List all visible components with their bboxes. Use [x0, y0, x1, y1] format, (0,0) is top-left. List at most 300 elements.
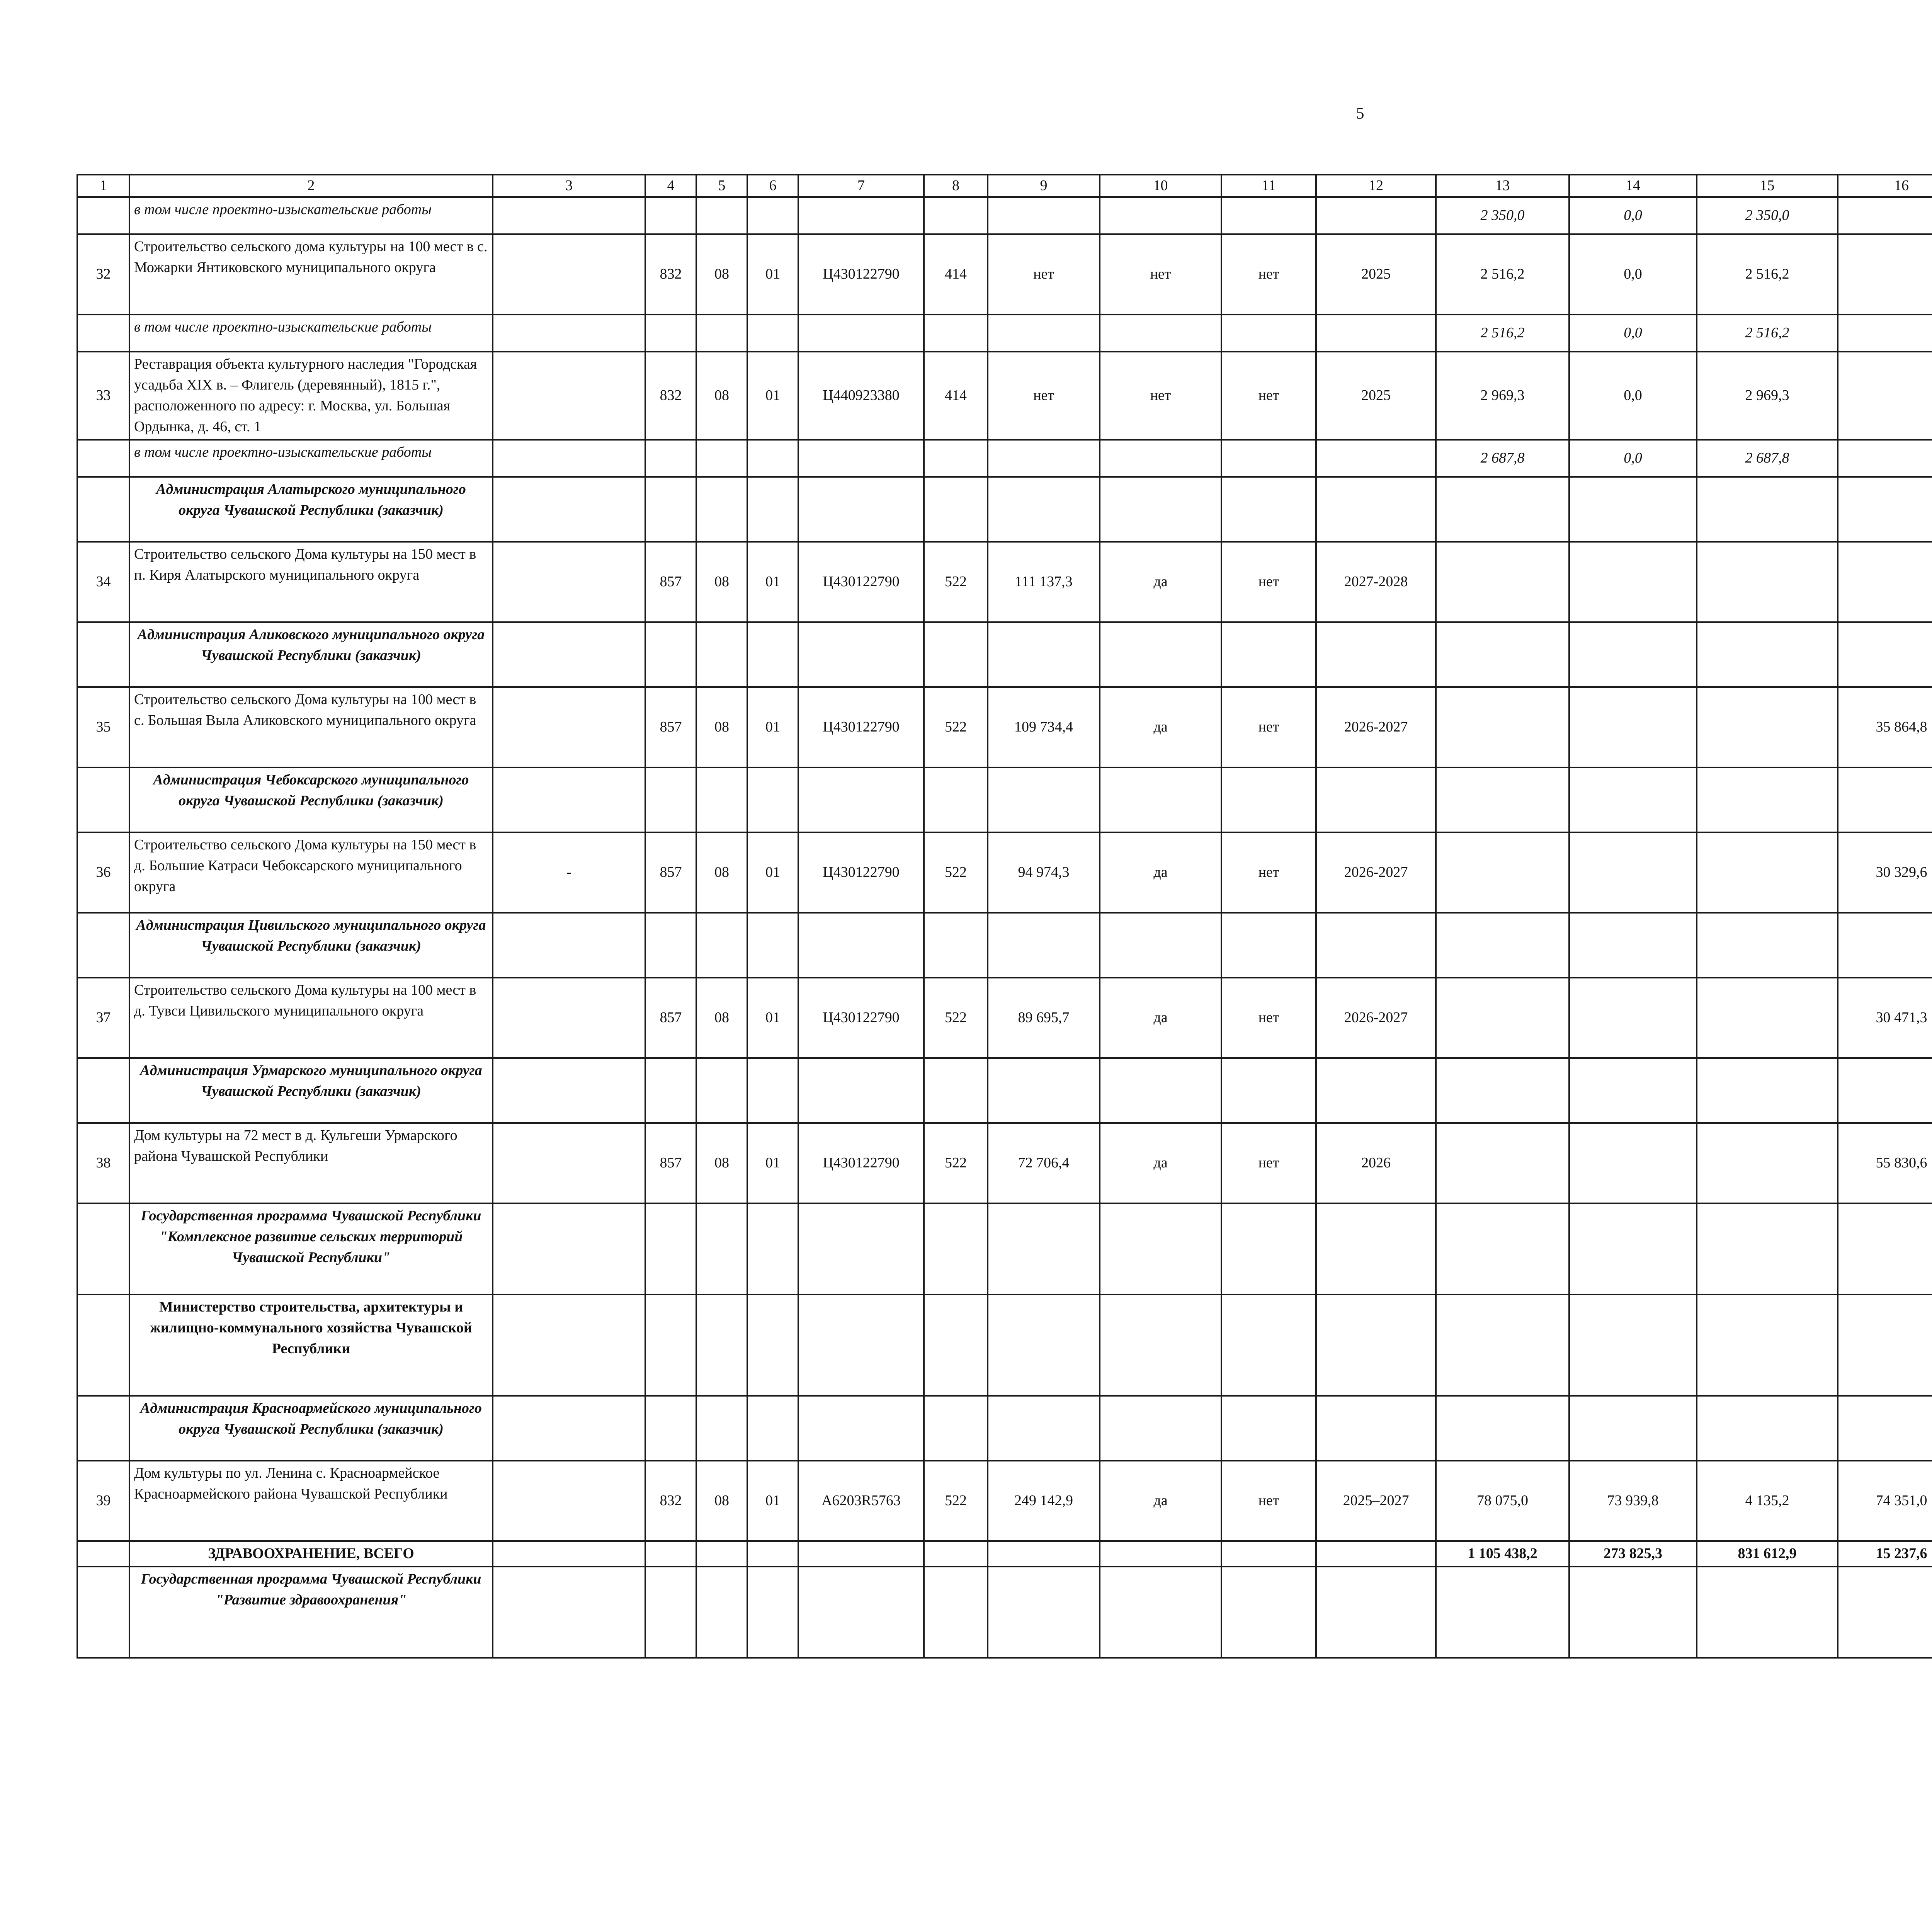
value-cell	[798, 1541, 924, 1567]
value-cell	[924, 477, 988, 542]
value-cell	[1697, 1123, 1838, 1203]
row-number-cell	[77, 1396, 129, 1461]
description-cell: Администрация Чебоксарского муниципального округа Чувашской Республики (заказчик)	[129, 767, 493, 832]
value-cell: 01	[747, 542, 798, 622]
row-number-cell	[77, 1567, 129, 1658]
description-cell: Администрация Урмарского муниципального округа Чувашской Республики (заказчик)	[129, 1058, 493, 1123]
table-row-item	[77, 234, 1932, 315]
value-cell: нет	[1221, 352, 1316, 440]
value-cell: да	[1100, 978, 1221, 1058]
value-cell	[924, 1203, 988, 1295]
value-cell	[493, 913, 645, 978]
table-row-prog	[77, 1567, 1932, 1658]
description-cell: Государственная программа Чувашской Республики "Развитие здравоохранения"	[129, 1567, 493, 1658]
value-cell	[1838, 315, 1932, 352]
value-cell: 522	[924, 542, 988, 622]
value-cell: Ц430122790	[798, 234, 924, 315]
value-cell	[988, 913, 1100, 978]
value-cell: 01	[747, 978, 798, 1058]
value-cell	[645, 913, 696, 978]
value-cell	[1436, 978, 1569, 1058]
value-cell: нет	[1221, 832, 1316, 913]
value-cell	[493, 622, 645, 687]
value-cell: 30 329,6	[1838, 832, 1932, 913]
value-cell: Ц430122790	[798, 978, 924, 1058]
value-cell	[924, 315, 988, 352]
value-cell	[1100, 913, 1221, 978]
value-cell: 08	[696, 352, 747, 440]
value-cell	[1316, 1541, 1436, 1567]
description-cell: Дом культуры по ул. Ленина с. Красноармейское Красноармейского района Чувашской Республики	[129, 1461, 493, 1541]
value-cell: 2025	[1316, 234, 1436, 315]
value-cell	[696, 1295, 747, 1396]
value-cell	[1436, 832, 1569, 913]
value-cell	[1100, 1396, 1221, 1461]
value-cell	[1436, 913, 1569, 978]
value-cell: 01	[747, 1123, 798, 1203]
value-cell	[747, 1541, 798, 1567]
value-cell	[747, 1567, 798, 1658]
value-cell	[1221, 1058, 1316, 1123]
value-cell: 01	[747, 832, 798, 913]
value-cell	[1316, 477, 1436, 542]
value-cell	[1100, 767, 1221, 832]
value-cell: нет	[1221, 1461, 1316, 1541]
value-cell	[1838, 197, 1932, 234]
column-header-11: 11	[1221, 175, 1316, 197]
value-cell	[1221, 913, 1316, 978]
value-cell: нет	[1221, 687, 1316, 767]
value-cell	[1221, 1567, 1316, 1658]
value-cell	[493, 1058, 645, 1123]
value-cell	[1838, 477, 1932, 542]
value-cell	[1697, 687, 1838, 767]
column-header-row	[77, 175, 1932, 197]
value-cell	[493, 197, 645, 234]
value-cell: 74 351,0	[1838, 1461, 1932, 1541]
value-cell	[988, 1203, 1100, 1295]
column-header-15: 15	[1697, 175, 1838, 197]
value-cell: 832	[645, 1461, 696, 1541]
row-number-cell: 37	[77, 978, 129, 1058]
value-cell: А6203R5763	[798, 1461, 924, 1541]
value-cell	[1100, 197, 1221, 234]
value-cell	[493, 542, 645, 622]
value-cell: 522	[924, 832, 988, 913]
value-cell	[696, 1203, 747, 1295]
value-cell	[1697, 542, 1838, 622]
value-cell: 08	[696, 234, 747, 315]
value-cell: 2026-2027	[1316, 687, 1436, 767]
description-cell: Администрация Аликовского муниципального округа Чувашской Республики (заказчик)	[129, 622, 493, 687]
value-cell	[1221, 315, 1316, 352]
value-cell: 4 135,2	[1697, 1461, 1838, 1541]
value-cell: 08	[696, 1461, 747, 1541]
value-cell	[924, 1058, 988, 1123]
value-cell	[1221, 477, 1316, 542]
value-cell	[1100, 440, 1221, 477]
value-cell: 01	[747, 352, 798, 440]
value-cell	[988, 1295, 1100, 1396]
value-cell	[1221, 1203, 1316, 1295]
value-cell: да	[1100, 542, 1221, 622]
value-cell: 2026	[1316, 1123, 1436, 1203]
value-cell	[747, 1295, 798, 1396]
value-cell: Ц440923380	[798, 352, 924, 440]
value-cell	[988, 1396, 1100, 1461]
value-cell	[1569, 1203, 1697, 1295]
value-cell	[645, 1567, 696, 1658]
value-cell: 111 137,3	[988, 542, 1100, 622]
value-cell: 2025	[1316, 352, 1436, 440]
value-cell	[747, 315, 798, 352]
value-cell	[1316, 1567, 1436, 1658]
value-cell	[1316, 315, 1436, 352]
value-cell: 2 969,3	[1697, 352, 1838, 440]
page-number: 5	[1356, 105, 1364, 122]
value-cell: да	[1100, 1123, 1221, 1203]
description-cell: в том числе проектно-изыскательские работы	[129, 440, 493, 477]
value-cell	[645, 1203, 696, 1295]
value-cell	[493, 767, 645, 832]
value-cell	[1569, 687, 1697, 767]
value-cell	[924, 622, 988, 687]
value-cell	[798, 1295, 924, 1396]
value-cell: Ц430122790	[798, 1123, 924, 1203]
value-cell: 2 516,2	[1436, 234, 1569, 315]
value-cell	[1697, 1396, 1838, 1461]
value-cell	[988, 767, 1100, 832]
description-cell: Строительство сельского дома культуры на 100 мест в с. Можарки Янтиковского муниципального округа	[129, 234, 493, 315]
value-cell	[1316, 197, 1436, 234]
value-cell: 0,0	[1569, 234, 1697, 315]
value-cell: 15 237,6	[1838, 1541, 1932, 1567]
value-cell	[1316, 1396, 1436, 1461]
column-header-2: 2	[129, 175, 493, 197]
value-cell	[798, 1058, 924, 1123]
value-cell	[493, 1203, 645, 1295]
value-cell	[988, 1058, 1100, 1123]
value-cell	[1569, 1058, 1697, 1123]
value-cell: 273 825,3	[1569, 1541, 1697, 1567]
value-cell: 2 516,2	[1697, 315, 1838, 352]
value-cell: 01	[747, 234, 798, 315]
value-cell: 08	[696, 1123, 747, 1203]
value-cell	[924, 1567, 988, 1658]
value-cell: 2 969,3	[1436, 352, 1569, 440]
value-cell	[924, 913, 988, 978]
value-cell	[747, 1203, 798, 1295]
value-cell: -	[493, 832, 645, 913]
value-cell: 30 471,3	[1838, 978, 1932, 1058]
value-cell: 01	[747, 1461, 798, 1541]
value-cell: 857	[645, 978, 696, 1058]
value-cell	[1838, 913, 1932, 978]
row-number-cell: 32	[77, 234, 129, 315]
description-cell: Строительство сельского Дома культуры на 150 мест в п. Киря Алатырского муниципального округа	[129, 542, 493, 622]
value-cell: 2 516,2	[1697, 234, 1838, 315]
column-header-13: 13	[1436, 175, 1569, 197]
description-cell: Министерство строительства, архитектуры и жилищно-коммунального хозяйства Чувашской Республики	[129, 1295, 493, 1396]
value-cell	[1436, 1203, 1569, 1295]
value-cell	[1569, 767, 1697, 832]
value-cell	[798, 315, 924, 352]
value-cell: 857	[645, 832, 696, 913]
value-cell	[1436, 1396, 1569, 1461]
column-header-3: 3	[493, 175, 645, 197]
value-cell	[1838, 767, 1932, 832]
table-row-org	[77, 913, 1932, 978]
value-cell	[1316, 1203, 1436, 1295]
value-cell	[988, 1567, 1100, 1658]
value-cell	[645, 477, 696, 542]
value-cell	[1697, 978, 1838, 1058]
value-cell	[696, 1541, 747, 1567]
value-cell	[645, 197, 696, 234]
value-cell: Ц430122790	[798, 832, 924, 913]
value-cell: 414	[924, 234, 988, 315]
value-cell: 522	[924, 687, 988, 767]
value-cell	[798, 197, 924, 234]
value-cell: нет	[1221, 542, 1316, 622]
value-cell: 414	[924, 352, 988, 440]
description-cell: Администрация Цивильского муниципального округа Чувашской Республики (заказчик)	[129, 913, 493, 978]
table-row-org	[77, 477, 1932, 542]
row-number-cell	[77, 1295, 129, 1396]
value-cell	[645, 622, 696, 687]
value-cell	[1838, 1396, 1932, 1461]
value-cell: да	[1100, 687, 1221, 767]
description-cell: Строительство сельского Дома культуры на 100 мест в с. Большая Выла Аликовского муниципального округа	[129, 687, 493, 767]
value-cell	[1569, 622, 1697, 687]
value-cell	[1316, 622, 1436, 687]
value-cell	[747, 1396, 798, 1461]
value-cell	[924, 1396, 988, 1461]
value-cell: нет	[988, 234, 1100, 315]
row-number-cell	[77, 315, 129, 352]
value-cell	[1316, 913, 1436, 978]
value-cell	[645, 1541, 696, 1567]
column-header-16: 16	[1838, 175, 1932, 197]
value-cell	[1569, 1295, 1697, 1396]
value-cell: 0,0	[1569, 352, 1697, 440]
value-cell	[1697, 1567, 1838, 1658]
value-cell	[1436, 1295, 1569, 1396]
value-cell	[645, 440, 696, 477]
value-cell: 2026-2027	[1316, 978, 1436, 1058]
value-cell	[645, 315, 696, 352]
value-cell	[1569, 477, 1697, 542]
value-cell	[1436, 767, 1569, 832]
value-cell	[696, 1396, 747, 1461]
value-cell	[493, 1567, 645, 1658]
value-cell	[696, 622, 747, 687]
description-cell: в том числе проектно-изыскательские работы	[129, 315, 493, 352]
value-cell: нет	[988, 352, 1100, 440]
value-cell	[1436, 1058, 1569, 1123]
value-cell	[747, 197, 798, 234]
value-cell: 2 350,0	[1697, 197, 1838, 234]
value-cell	[1569, 1123, 1697, 1203]
value-cell: 2 687,8	[1697, 440, 1838, 477]
value-cell: 72 706,4	[988, 1123, 1100, 1203]
value-cell	[1100, 1567, 1221, 1658]
value-cell: 08	[696, 542, 747, 622]
value-cell	[493, 1295, 645, 1396]
value-cell: 0,0	[1569, 197, 1697, 234]
value-cell	[988, 315, 1100, 352]
value-cell: 832	[645, 352, 696, 440]
value-cell	[696, 197, 747, 234]
value-cell: 522	[924, 1123, 988, 1203]
value-cell	[924, 1295, 988, 1396]
value-cell	[924, 440, 988, 477]
value-cell: 109 734,4	[988, 687, 1100, 767]
value-cell	[798, 440, 924, 477]
value-cell	[1100, 1295, 1221, 1396]
value-cell	[747, 767, 798, 832]
value-cell	[696, 477, 747, 542]
value-cell: 2 350,0	[1436, 197, 1569, 234]
value-cell	[798, 477, 924, 542]
value-cell: 08	[696, 687, 747, 767]
description-cell: Реставрация объекта культурного наследия "Городская усадьба XIX в. – Флигель (деревянный), 1815 г.", расположенного по адресу: г. Москва, ул. Большая Ордынка, д. 46, ст. 1	[129, 352, 493, 440]
value-cell: Ц430122790	[798, 687, 924, 767]
column-header-1: 1	[77, 175, 129, 197]
row-number-cell: 36	[77, 832, 129, 913]
value-cell	[1436, 1567, 1569, 1658]
value-cell	[1838, 1567, 1932, 1658]
value-cell	[1221, 767, 1316, 832]
table-row-org	[77, 622, 1932, 687]
value-cell: нет	[1100, 352, 1221, 440]
row-number-cell	[77, 622, 129, 687]
value-cell	[1100, 622, 1221, 687]
value-cell	[988, 1541, 1100, 1567]
value-cell	[798, 622, 924, 687]
table-row-org	[77, 1058, 1932, 1123]
value-cell	[1838, 1295, 1932, 1396]
description-cell: Строительство сельского Дома культуры на 100 мест в д. Тувси Цивильского муниципального округа	[129, 978, 493, 1058]
value-cell	[798, 1203, 924, 1295]
value-cell	[747, 440, 798, 477]
column-header-5: 5	[696, 175, 747, 197]
column-header-8: 8	[924, 175, 988, 197]
row-number-cell	[77, 197, 129, 234]
value-cell	[747, 1058, 798, 1123]
table-row-org	[77, 767, 1932, 832]
value-cell	[1316, 1295, 1436, 1396]
value-cell	[1316, 767, 1436, 832]
description-cell: Дом культуры на 72 мест в д. Кульгеши Урмарского района Чувашской Республики	[129, 1123, 493, 1203]
value-cell	[1569, 542, 1697, 622]
value-cell	[1316, 1058, 1436, 1123]
value-cell	[1697, 913, 1838, 978]
value-cell: Ц430122790	[798, 542, 924, 622]
value-cell	[1221, 622, 1316, 687]
value-cell	[645, 1396, 696, 1461]
column-header-12: 12	[1316, 175, 1436, 197]
value-cell	[747, 477, 798, 542]
value-cell	[1697, 832, 1838, 913]
column-header-7: 7	[798, 175, 924, 197]
table-row-item	[77, 1123, 1932, 1203]
value-cell	[1838, 1203, 1932, 1295]
row-number-cell	[77, 913, 129, 978]
value-cell	[1100, 1203, 1221, 1295]
value-cell: да	[1100, 1461, 1221, 1541]
value-cell	[747, 913, 798, 978]
value-cell: 08	[696, 978, 747, 1058]
row-number-cell: 38	[77, 1123, 129, 1203]
value-cell	[1838, 440, 1932, 477]
table-row-item	[77, 542, 1932, 622]
description-cell: ЗДРАВООХРАНЕНИЕ, ВСЕГО	[129, 1541, 493, 1567]
column-header-14: 14	[1569, 175, 1697, 197]
value-cell: нет	[1221, 978, 1316, 1058]
value-cell	[1436, 1123, 1569, 1203]
value-cell	[1316, 440, 1436, 477]
value-cell	[798, 1567, 924, 1658]
row-number-cell: 33	[77, 352, 129, 440]
value-cell	[1838, 234, 1932, 315]
value-cell	[1569, 913, 1697, 978]
table-row-item	[77, 832, 1932, 913]
value-cell	[1838, 622, 1932, 687]
value-cell	[1436, 542, 1569, 622]
row-number-cell	[77, 477, 129, 542]
table-row-sub	[77, 315, 1932, 352]
description-cell: Администрация Красноармейского муниципального округа Чувашской Республики (заказчик)	[129, 1396, 493, 1461]
value-cell	[1221, 1295, 1316, 1396]
table-row-sub	[77, 197, 1932, 234]
value-cell	[493, 234, 645, 315]
value-cell	[1100, 477, 1221, 542]
value-cell: нет	[1221, 1123, 1316, 1203]
value-cell	[1697, 477, 1838, 542]
value-cell	[798, 1396, 924, 1461]
value-cell	[1436, 687, 1569, 767]
value-cell	[1697, 767, 1838, 832]
value-cell	[1569, 1567, 1697, 1658]
value-cell	[1436, 477, 1569, 542]
row-number-cell	[77, 1203, 129, 1295]
row-number-cell	[77, 440, 129, 477]
value-cell	[696, 1567, 747, 1658]
column-header-6: 6	[747, 175, 798, 197]
column-header-9: 9	[988, 175, 1100, 197]
value-cell	[696, 767, 747, 832]
value-cell	[1569, 978, 1697, 1058]
value-cell	[696, 440, 747, 477]
table-row-min	[77, 1295, 1932, 1396]
value-cell	[493, 1123, 645, 1203]
value-cell	[924, 1541, 988, 1567]
value-cell	[493, 687, 645, 767]
table-row-item	[77, 687, 1932, 767]
value-cell	[1697, 1203, 1838, 1295]
row-number-cell	[77, 767, 129, 832]
value-cell	[798, 767, 924, 832]
column-header-10: 10	[1100, 175, 1221, 197]
value-cell	[988, 622, 1100, 687]
value-cell	[1221, 197, 1316, 234]
value-cell: 2027-2028	[1316, 542, 1436, 622]
value-cell	[696, 315, 747, 352]
value-cell	[493, 477, 645, 542]
table-row-total	[77, 1541, 1932, 1567]
value-cell: 831 612,9	[1697, 1541, 1838, 1567]
